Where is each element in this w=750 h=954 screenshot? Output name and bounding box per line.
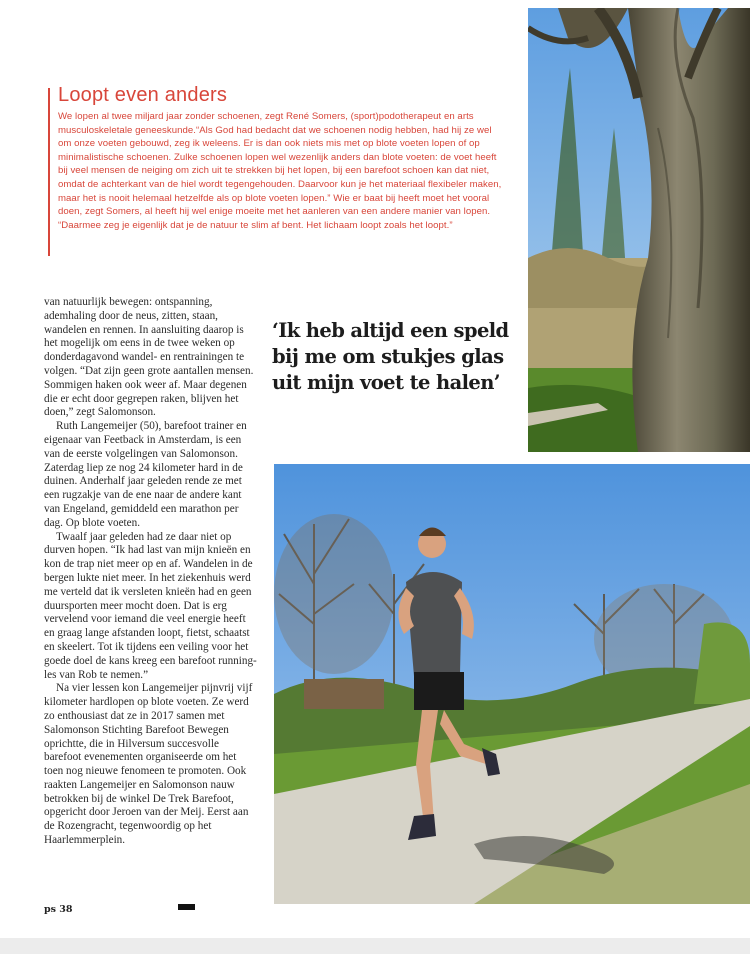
article-paragraph-1: van natuurlijk bewegen: ontspanning, ademhaling door de neus, zitten, staan, wandelen en rennen. In aansluiting daarop is het mogelijk om eens in de twee weken op donderdagavond wandel- en rentrainingen te volgen. “Dat zijn geen grote aantallen mensen. Sommigen haken ook weer af. Maar degenen die er echt door gegrepen raken, blijven het doen,” zegt Salomonson. [44,296,254,419]
tree-photo-illustration [528,8,750,452]
page-number: ps 38 [44,904,73,915]
pull-quote: ‘Ik heb altijd een speld bij me om stukjes glas uit mijn voet te halen’ [272,319,509,394]
article-body-column [44,296,257,848]
tree-photo [528,8,750,452]
runner-photo-illustration [274,464,750,904]
page-marker [178,904,195,910]
sidebar-title: Loopt even anders [58,84,228,106]
article-paragraph-4: Na vier lessen kon Langemeijer pijnvrij vijf kilometer hardlopen op blote voeten. Ze werd zo enthousiast dat ze in 2017 samen met Salomonson Stichting Barefoot Bewegen oprichtte, die in Hilversum succesvolle barefoot evenementen organiseerde om het toen nog nieuwe fenomeen te promoten. Ook raakten Langemeijer en Salomonson nauw betrokken bij de winkel De Trek Barefoot, opgericht door Jeroen van der Meij. Eerst aan de Rozengracht, tegenwoordig op het Haarlemmerplein. [44,682,253,847]
runner-photo [274,464,750,904]
sidebar-accent-rule [48,88,50,256]
bottom-band [0,938,750,954]
article-paragraph-3: Twaalf jaar geleden had ze daar niet op durven hopen. “Ik had last van mijn knieën en kon de trap niet meer op en af. Wandelen in de bergen lukte niet meer. In het ziekenhuis werd me verteld dat ik versleten knieën had en geen duursporten meer mocht doen. Dat is erg vervelend voor iemand die veel energie heeft en graag lange afstanden loopt, fietst, schaatst en skeelert. Tot ik tijdens een veiling voor het goede doel de kans kreeg een barefoot running-les van Rob te nemen.” [44,530,257,681]
article-paragraph-2: Ruth Langemeijer (50), barefoot trainer en eigenaar van Feetback in Amsterdam, is een van de eerste volgelingen van Salomonson. Zaterdag liep ze nog 24 kilometer hard in de duinen. Anderhalf jaar geleden rende ze met een rugzakje van de ene naar de andere kant van Engeland, gemiddeld een marathon per dag. Op blote voeten. [44,420,247,529]
sidebar-body: We lopen al twee miljard jaar zonder schoenen, zegt René Somers, (sport)podotherapeut en arts musculoskeletale geneeskunde.“Als God had bedacht dat we schoenen nodig hebben, had hij ze wel om onze voeten gebouwd, zeg ik weleens. Er is dan ook niets mis met op blote voeten lopen of op minimalistische schoenen. Zulke schoenen lopen wel wezenlijk anders dan blote voeten: de voet heeft bij veel mensen de neiging om zich uit te strekken bij het lopen, bij een barefoot schoen kan dat niet, omdat de achterkant van de hiel wordt tegengehouden. Daarvoor kun je het materiaal flexibeler maken, maar het is nooit helemaal hetzelfde als op blote voeten lopen.” Wie er baat bij heeft moet het vooral doen, zegt Somers, al heeft hij wel enige moeite met het aanleren van een andere manier van lopen. “Daarmee zeg je eigenlijk dat je de natuur te slim af bent. Het lichaam loopt zoals het loopt.” [58,111,502,231]
